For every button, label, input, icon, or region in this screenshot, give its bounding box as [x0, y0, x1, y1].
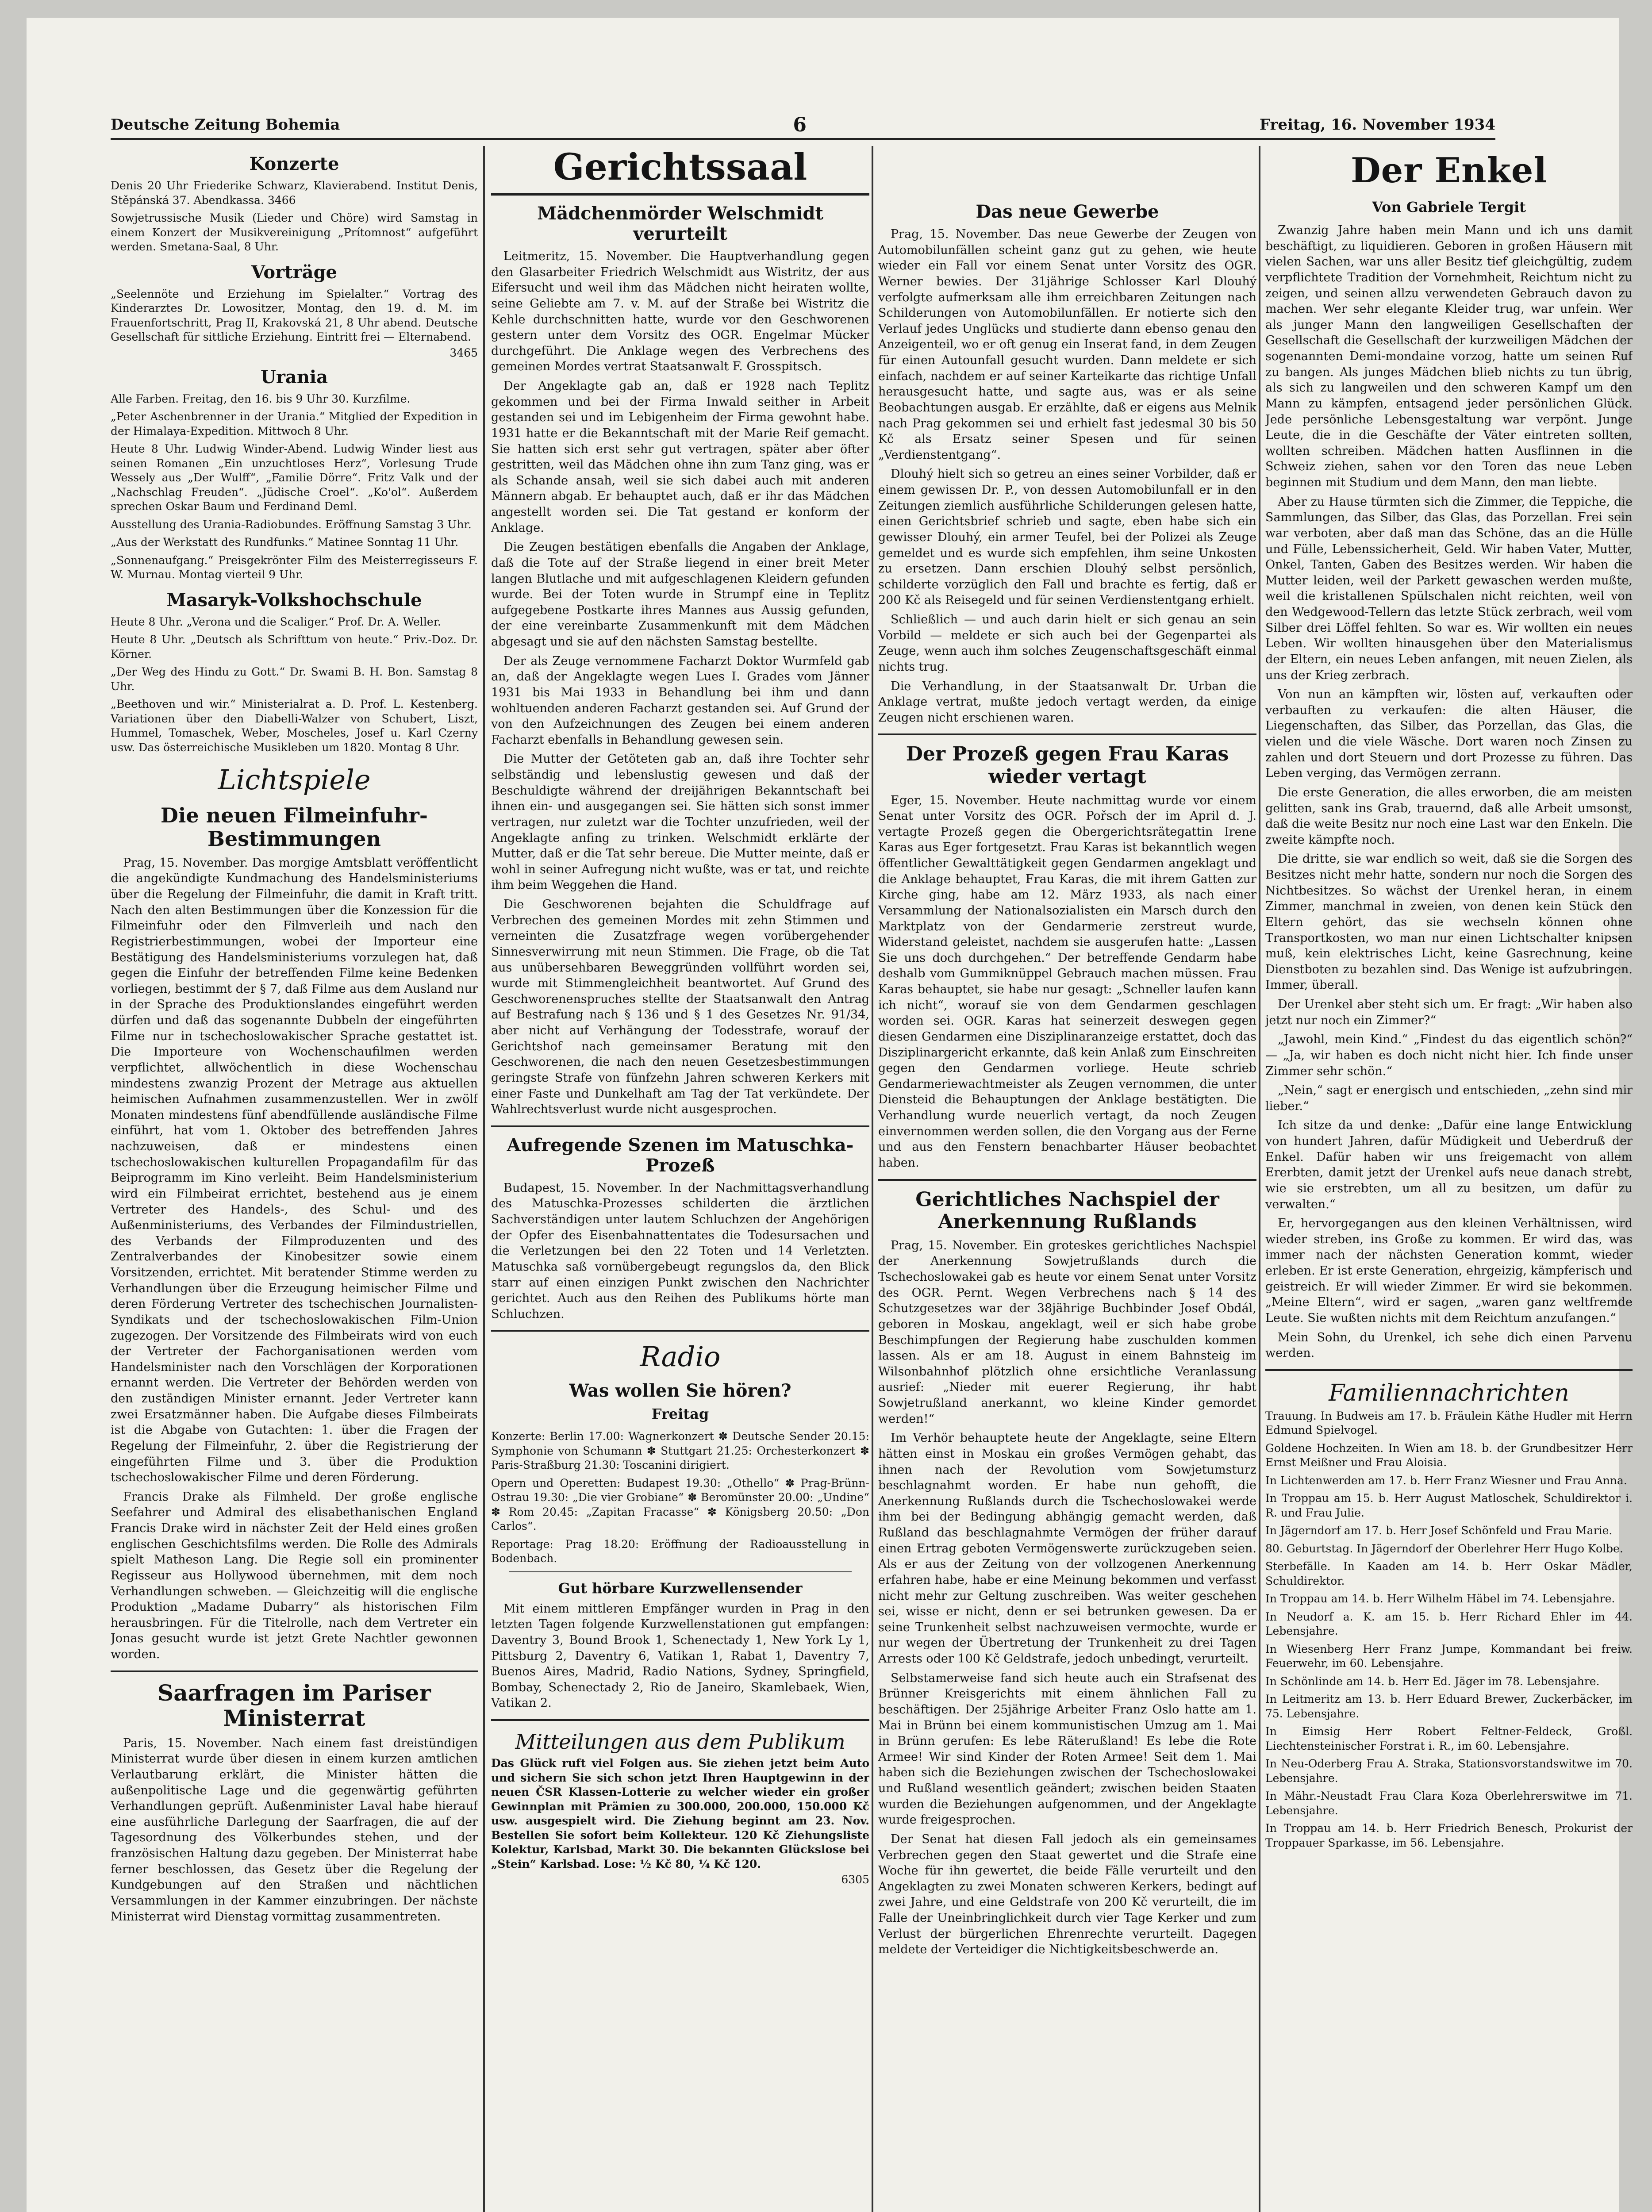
story-paragraph: Von nun an kämpften wir, lösten auf, verkauften oder verbauften zu verkaufen: die alten Häuser, die Liegenschaften, das Silber, das Porzellan, das Glas, die vielen und die viele Wäsche. Dort waren noch Zinsen zu zahlen und dort Steuern und dort Prozesse zu führen. Das Leben verging, das Vermögen zerrann.: [1265, 687, 1633, 780]
section-heading-mitteilungen: Mitteilungen aus dem Publikum: [515, 1730, 845, 1754]
article-paragraph: Dlouhý hielt sich so getreu an eines seiner Vorbilder, daß er einem gewissen Dr. P., von dessen Automobilunfall er in den Zeitungen ziemlich ausführliche Schilderungen gelesen hatte, einen Gerichtsbrief schrieb und sagte, eben habe sich ein gewisser Dlouhý, ein armer Teufel, bei der Polizei als Zeuge gemeldet und es wurde sich empfehlen, ihm seine Unkosten zu ersetzen. Dann erschien Dlouhý selbst persönlich, schilderte vorzüglich den Fall und brachte es fertig, daß er 200 Kč als Reisegeld und für seinen Verdienstentgang erhielt.: [878, 467, 1256, 607]
article-headline: Die neuen Filmeinfuhr-Bestimmungen: [161, 803, 428, 851]
section-heading-lichtspiele: Lichtspiele: [218, 764, 371, 796]
column-rule: [872, 146, 873, 2212]
divider: [491, 1330, 869, 1332]
family-entry: In Lichtenwerden am 17. b. Herr Franz Wiesner und Frau Anna.: [1265, 1474, 1627, 1487]
listing: Denis 20 Uhr Friederike Schwarz, Klavierabend. Institut Denis, Stěpánská 37. Abendkassa. 3466: [111, 179, 478, 207]
radio-entry: Reportage: Prag 18.20: Eröffnung der Radioausstellung in Bodenbach.: [491, 1537, 869, 1565]
article-paragraph: Die Verhandlung, in der Staatsanwalt Dr. Urban die Anklage vertrat, mußte jedoch vertagt werden, da einige Zeugen nicht erschienen waren.: [878, 679, 1256, 725]
family-entry: In Troppau am 14. b. Herr Wilhelm Häbel im 74. Lebensjahre.: [1265, 1592, 1615, 1605]
story-paragraph: Der Urenkel aber steht sich um. Er fragt: „Wir haben also jetzt nur noch ein Zimmer?“: [1265, 998, 1633, 1027]
listing: „Peter Aschenbrenner in der Urania.“ Mitglied der Expedition in der Himalaya-Expedition. Mittwoch 8 Uhr.: [111, 410, 478, 438]
family-entry: In Troppau am 15. b. Herr August Matloschek, Schuldirektor i. R. und Frau Julie.: [1265, 1492, 1633, 1519]
family-entry: In Neu-Oderberg Frau A. Straka, Stationsvorstandswitwe im 70. Lebensjahre.: [1265, 1757, 1633, 1785]
family-entry: In Eimsig Herr Robert Feltner-Feldeck, Großl. Liechtensteinischer Forstrat i. R., im 60. Lebensjahre.: [1265, 1725, 1633, 1752]
listing: Alle Farben. Freitag, den 16. bis 9 Uhr 30. Kurzfilme.: [111, 392, 411, 405]
story-paragraph: Zwanzig Jahre haben mein Mann und ich uns damit beschäftigt, zu liquidieren. Geboren in großen Häusern mit vielen Sachen, war uns aller Besitz tief gleichgültig, zudem verpflichtete Tradition der Vornehmheit, Reichtum nicht zu zeigen, und seinen allzu verwendeten Gebrauch davon zu machen. Wer sehr elegante Kleider trug, war unfein. Wer als junger Mann den langweiligen Gesellschaften der Gesellschaft die Gesellschaft der kurzweiligen Mädchen der sogenannten Demi-mondaine vorzog, hatte um seinen Ruf zu bangen. Als junges Mädchen blieb nichts zu tun übrig, als sich zu langweilen und den schweren Kampf um den Mann zu kämpfen, entsagend jeder persönlichen Glück. Jede persönliche Lebensgestaltung war verpönt. Junge Leute, die in die Geschäfte der Väter eintreten sollten, wollten schreiben. Mädchen hatten Ausflinnen in die Schweiz ziehen, sahen vor den Toren das neue Leben beginnen mit Studium und dem Mann, den man liebte.: [1265, 223, 1633, 489]
ad-number: 6305: [841, 1873, 869, 1886]
divider: [111, 1671, 478, 1672]
story-paragraph: Aber zu Hause türmten sich die Zimmer, die Teppiche, die Sammlungen, das Silber, das Glas, das Porzellan. Frei sein war verboten, aber daß man das Schöne, das an die Hülle und Fülle, Lebenssicherheit, Geld. Wir haben Vater, Mutter, Onkel, Tanten, Gaben des Besitzes werden. Wir haben die Mutter leiden, weil der Parkett gewaschen werden mußte, weil die kristallenen Spülschalen nicht reichten, weil von den Wedgewood-Tellern das letzte Stück zerbrach, weil vom Silber drei Löffel fehlten. So war es. Wir wollten ein neues Leben. Wir wollten hinausgehen über den Materialismus der Eltern, ein neues Leben anfangen, mit neuen Zielen, als uns der Krieg zerbrach.: [1265, 495, 1633, 682]
advertisement-text: Das Glück ruft viel Folgen aus. Sie ziehen jetzt beim Auto und sichern Sie sich schon jetzt Ihren Hauptgewinn in der neuen ČSR Klassen-Lotterie zu welcher wieder ein großer Gewinnplan mit Prämien zu 300.000, 200.000, 150.000 Kč usw. ausgespielt wird. Die Ziehung beginnt am 23. Nov. Bestellen Sie sofort beim Kollekteur. 120 Kč Ziehungsliste Kolektur, Karlsbad, Markt 30. Die bekannten Glückslose bei „Stein“ Karlsbad. Lose: ½ Kč 80, ¼ Kč 120.: [491, 1757, 869, 1870]
family-entry: In Troppau am 14. b. Herr Friedrich Benesch, Prokurist der Troppauer Sparkasse, im 56. Lebensjahre.: [1265, 1822, 1633, 1849]
story-paragraph: Die dritte, sie war endlich so weit, daß sie die Sorgen des Besitzes nicht mehr hatte, sondern nur noch die Sorgen des Nichtbesitzes. So wächst der Urenkel heran, in einem Zimmer, manchmal in zweien, von denen kein Stück den Eltern gehört, das sie wechseln können ohne Transportkosten, wo man nur einen Lichtschalter knipsen muß, kein elektrisches Licht, keine Gasrechnung, keine Dienstboten zu bezahlen sind. Das Wenige ist aufzubringen. Immer, überall.: [1265, 852, 1633, 992]
article-paragraph: Eger, 15. November. Heute nachmittag wurde vor einem Senat unter Vorsitz des OGR. Pořsch der im April d. J. vertagte Prozeß gegen die Obergerichtsrätegattin Irene Karas aus Eger fortgesetzt. Frau Karas ist bekanntlich wegen öffentlicher Gewalttätigkeit gegen Gendarmen angeklagt und die Anklage behauptet, Frau Karas, die mit ihrem Gatten zur Kirche ging, habe am 12. März 1933, als nach einer Versammlung der Nationalsozialisten ein Marsch durch den Marktplatz von der Gendarmerie zerstreut wurde, Widerstand geleistet, nachdem sie ausgerufen hatte: „Lassen Sie uns doch durchgehen.“ Der betreffende Gendarm habe deshalb vom Gummiknüppel Gebrauch machen müssen. Frau Karas behauptet, sie habe nur gesagt: „Schneller laufen kann ich nicht“, worauf sie von dem Gendarmen geschlagen worden sei. OGR. Karas hat seinerzeit deswegen gegen diesen Gendarmen eine Disziplinaranzeige erstattet, doch das Disziplinargericht erkannte, daß kein Anlaß zum Einschreiten gegen den Gendarmen vorliege. Heute schrieb Gendarmeriewachtmeister als Zeugen vernommen, die unter Diensteid die Behauptungen der Anklage bestätigten. Die Verhandlung wurde neuerlich vertagt, da noch Zeugen einvernommen werden sollen, die den Vorgang aus der Ferne und aus den Fenstern benachbarter Häuser beobachtet haben.: [878, 793, 1256, 1170]
divider: [1265, 1369, 1633, 1371]
divider: [491, 1719, 869, 1721]
listing: Heute 8 Uhr. Ludwig Winder-Abend. Ludwig Winder liest aus seinen Romanen „Ein unzuchtloses Herz“, Vorlesung Trude Wessely aus „Der Wulff“, „Familie Dörre“. Fritz Valk und der „Nachschlag Freuden“. „Jüdische Croel“. „Ko'ol“. Außerdem sprechen Oskar Baum und Ferdinand Deml.: [111, 442, 478, 513]
story-paragraph: Die erste Generation, die alles erworben, die am meisten gelitten, sank ins Grab, trauernd, daß alle Arbeit umsonst, daß die weite Besitz nur noch eine Last war den Enkeln. Die zweite kämpfte noch.: [1265, 785, 1633, 847]
family-entry: In Jägerndorf am 17. b. Herr Josef Schönfeld und Frau Marie.: [1265, 1524, 1613, 1537]
paper-title: Deutsche Zeitung Bohemia: [111, 116, 340, 134]
family-entry: 80. Geburtstag. In Jägerndorf der Oberlehrer Herr Hugo Kolbe.: [1265, 1542, 1623, 1555]
article-paragraph: Prag, 15. November. Ein groteskes gerichtliches Nachspiel der Anerkennung Sowjetrußlands durch die Tschechoslowakei gab es heute vor einem Senat unter Vorsitz des OGR. Pernt. Wegen Verbrechens nach § 14 des Schutzgesetzes war der 38jährige Buchbinder Josef Obdál, geboren in Moskau, angeklagt, weil er sich habe grobe Beschimpfungen der Regierung habe zuschulden kommen lassen. Als er am 18. August in einem Bahnsteig im Wilsonbahnhof plötzlich ohne ersichtliche Veranlassung ausrief: „Nieder mit euerer Regierung, ihr habt Sowjetrußland anerkannt, wo kleine Kinder gemordet werden!“: [878, 1238, 1256, 1426]
column-3: [878, 146, 1256, 2212]
section-heading-urania: Urania: [260, 366, 328, 388]
spacer: [878, 146, 1256, 194]
listing: Heute 8 Uhr. „Deutsch als Schrifttum von heute.“ Priv.-Doz. Dr. Körner.: [111, 633, 478, 661]
column-rule: [483, 146, 485, 2212]
story-paragraph: Ich sitze da und denke: „Dafür eine lange Entwicklung von hundert Jahren, dafür Müdigkeit und Ueberdruß der Enkel. Dafür haben wir uns freigemacht von allem Ererbten, damit jetzt der Urenkel aufs neue danach strebt, wie sie erstrebten, um all zu besitzen, um dafür zu verwalten.“: [1265, 1118, 1633, 1211]
article-paragraph: Selbstamerweise fand sich heute auch ein Strafsenat des Brünner Kreisgerichts mit einem ähnlichen Fall zu beschäftigen. Der 25jährige Arbeiter Franz Oslo hatte am 1. Mai in Brünn bei einem kommunistischen Umzug am 1. Mai in Brünn gerufen: Es lebe Räterußland! Es lebe die Rote Armee! Wir sind Kinder der Roten Armee! Seit dem 1. Mai haben sich die Beziehungen zwischen der Tschechoslowakei und Rußland wesentlich geändert; zwischen beiden Staaten wurden die Beziehungen aufgenommen, und der Angeklagte wurde freigesprochen.: [878, 1671, 1256, 1827]
column-2: [491, 146, 869, 2212]
page-number: 6: [793, 113, 807, 136]
article-paragraph: Paris, 15. November. Nach einem fast dreistündigen Ministerrat wurde über diesen in einem kurzen amtlichen Verlautbarung erklärt, die Minister hätten die außenpolitische Lage und die gegenwärtig geführten Verhandlungen geprüft. Außenminister Laval habe hierauf eine ausführliche Darlegung der Saarfragen, die auf der Tagesordnung des Völkerbundes stehen, und der französischen Haltung dazu gegeben. Der Ministerrat habe ferner beschlossen, das Gesetz über die Regelung der Kundgebungen auf den Straßen und nächtlichen Versammlungen in der Kammer einzubringen. Der nächste Ministerrat wird Dienstag vormittag zusammentreten.: [111, 1736, 478, 1924]
section-heading-radio: Radio: [640, 1340, 721, 1373]
story-author: Von Gabriele Tergit: [1372, 199, 1526, 215]
article-headline: Der Prozeß gegen Frau Karas wieder vertagt: [906, 743, 1229, 788]
listing: „Der Weg des Hindu zu Gott.“ Dr. Swami B. H. Bon. Samstag 8 Uhr.: [111, 665, 478, 693]
family-entry: In Wiesenberg Herr Franz Jumpe, Kommandant bei freiw. Feuerwehr, im 60. Lebensjahre.: [1265, 1642, 1633, 1670]
listing: Ausstellung des Urania-Radiobundes. Eröffnung Samstag 3 Uhr.: [111, 518, 472, 531]
story-paragraph: Er, hervorgegangen aus den kleinen Verhältnissen, wird wieder streben, ins Große zu kommen. Er wird das, was immer nach der nächsten Generation kommt, wieder erleben. Er ist erste Generation, ehrgeizig, kämpferisch und geistreich. Er will wieder Zimmer. Er wird sie bekommen. „Meine Eltern“, wird er sagen, „waren ganz weltfremde Leute. Sie wußten nichts mit dem Reichtum anzufangen.“: [1265, 1217, 1633, 1325]
listing: „Aus der Werkstatt des Rundfunks.“ Matinee Sonntag 11 Uhr.: [111, 536, 459, 549]
article-paragraph: Die Geschworenen bejahten die Schuldfrage auf Verbrechen des gemeinen Mordes mit zehn Stimmen und verneinten die Zusatzfrage wegen vorübergehender Sinnesverwirrung mit neun Stimmen. Die Frage, ob die Tat aus unübersehbaren Beweggründen vollführt worden sei, wurde mit Stimmengleichheit beantwortet. Auf Grund des Geschworenenspruches stellte der Staatsanwalt den Antrag auf Bestrafung nach § 136 und § 1 des Gesetzes Nr. 91/34, aber nicht auf Verhängung der Todesstrafe, worauf der Gerichtshof nach gemeinsamer Beratung mit den Geschworenen, die nach den neuen Gesetzesbestimmungen geringste Strafe von fünfzehn Jahren schweren Kerkers mit einer Faste und Dunkelhaft am Tag der Tat verkündete. Der Wahlrechtsverlust wurde nicht ausgesprochen.: [491, 898, 869, 1117]
article-headline: Aufregende Szenen im Matuschka-Prozeß: [507, 1134, 854, 1176]
radio-entry: Konzerte: Berlin 17.00: Wagnerkonzert ✽ Deutsche Sender 20.15: Symphonie von Schumann ✽ Stuttgart 21.25: Orchesterkonzert ✽ Paris-Straßburg 21.30: Toscanini dirigiert.: [491, 1430, 869, 1472]
article-paragraph: Mit einem mittleren Empfänger wurden in Prag in den letzten Tagen folgende Kurzwellenstationen gut empfangen: Daventry 3, Bound Brook 1, Schenectady 1, New York Ly 1, Pittsburg 2, Daventry 6, Vatikan 1, Rabat 1, Daventry 7, Buenos Aires, Madrid, Radio Nations, Sydney, Springfield, Bombay, Schenectady 2, Rio de Janeiro, Skamlebaek, Wien, Vatikan 2.: [491, 1601, 869, 1710]
shortwave-heading: Gut hörbare Kurzwellensender: [558, 1579, 803, 1597]
article-paragraph: Francis Drake als Filmheld. Der große englische Seefahrer und Admiral des elisabethanischen England Francis Drake wird in nächster Zeit der Held eines großen englischen Geschichtsfilms werden. Die Rolle des Admirals spielt Matheson Lang. Die Regie soll ein prominenter Regisseur aus Hollywood übernehmen, mit dem noch Verhandlungen schweben. — Gleichzeitig will die englische Produktion „Madame Dubarry“ als historischen Film herausbringen. Für die Titelrolle, nach dem Vertreter ein Jonas gesucht wurde ist jetzt Grete Nachtler gewonnen worden.: [111, 1490, 478, 1662]
divider: [878, 1179, 1256, 1181]
ad-number: 3465: [449, 346, 478, 359]
story-paragraph: Mein Sohn, du Urenkel, ich sehe dich einen Parvenu werden.: [1265, 1330, 1633, 1360]
article-paragraph: Budapest, 15. November. In der Nachmittagsverhandlung des Matuschka-Prozesses schilderten die ärztlichen Sachverständigen unter lautem Schluchzen der Angehörigen der Opfer des Eisenbahnattentates die Todesursachen und die Verletzungen bei den 22 Toten und 14 Verletzten. Matuschka saß vornübergebeugt regungslos da, den Blick starr auf einen einzigen Punkt zwischen den Nachrichter gerichtet. Auch aus den Reihen des Publikums hörte man Schluchzen.: [491, 1181, 869, 1321]
story-title: Der Enkel: [1351, 150, 1547, 191]
running-head: [111, 111, 1495, 140]
article-paragraph: Der Senat hat diesen Fall jedoch als ein gemeinsames Verbrechen gegen den Staat gewertet und die Strafe eine Woche für ihn gewertet, die beide Fälle verurteilt und den Angeklagten zu zwei Monaten schweren Kerkers, bedingt auf zwei Jahre, und eine Geldstrafe von 200 Kč verurteilt, die im Falle der Uneinbringlichkeit durch vier Tage Kerker und zum Verlust der bürgerlichen Ehrenrechte verurteilt. Dagegen meldete der Verteidiger die Nichtigkeitsbeschwerde an.: [878, 1832, 1256, 1957]
article-paragraph: Prag, 15. November. Das morgige Amtsblatt veröffentlicht die angekündigte Kundmachung des Handelsministeriums über die Regelung der Filmeinfuhr, die damit in Kraft tritt. Nach den alten Bestimmungen über die Konzession für die Filmeinfuhr oder den Filmverleih und nach den Registrierbestimmungen, wobei der Importeur eine Bestätigung des Handelsministeriums vorzulegen hat, daß gegen die Einfuhr der betreffenden Filme keine Bedenken vorliegen, bestimmt der § 7, daß Filme aus dem Ausland nur in der Sprache des Produktionslandes eingeführt werden dürfen und daß das sogenannte Dubbeln der eingeführten Filme nur in tschechoslowakischer Sprache gestattet ist. Die Importeure von Wochenschaufilmen werden verpflichtet, allwöchentlich in diese Wochenschau mindestens zwanzig Prozent der Metrage aus aktuellen heimischen Aufnahmen zusammenzustellen. Wer in zwölf Monaten mindestens fünf abendfüllende ausländische Filme einführt, hat vom 1. Oktober des betreffenden Jahres nachzuweisen, daß er mindestens einen tschechoslowakischen kulturellen Propagandafilm für das Beiprogramm im Kino verleiht. Beim Handelsministerium wird ein Filmbeirat errichtet, bestehend aus je einem Vertreter des Handels-, des Schul- und des Außenministeriums, des Verbandes der Filmindustriellen, des Verbands der Filmproduzenten und des Zentralverbandes der Kinobesitzer sowie einem Vorsitzenden, errichtet. Mit beratender Stimme werden zu Verhandlungen über die Erzeugung heimischer Filme und deren Förderung Vertreter des tschechischen Journalisten-Syndikats und der tschechoslowakischen Film-Union zugezogen. Der Vorsitzende des Filmbeirats wird von euch der Vertreter der Fachorganisationen werden vom Handelsminister nach den Vorschlägen der Korporationen ernannt werden. Die Vertreter der Behörden werden von den zuständigen Minister ernannt. Jeder Vertreter kann zwei Ersatzmänner haben. Die Aufgabe dieses Filmbeirats ist die Abgabe von Gutachten: 1. über die Fragen der Regelung der Filmeinfuhr, 2. über die Registrierung der eingeführten Filme und 3. über die Produktion tschechoslowakischer Filme und deren Förderung.: [111, 856, 478, 1485]
divider: [878, 733, 1256, 735]
radio-subheading: Was wollen Sie hören?: [569, 1380, 791, 1402]
article-paragraph: Schließlich — und auch darin hielt er sich genau an sein Vorbild — meldete er sich auch bei der Gegenpartei als Zeuge, wenn auch ihm solches Zeugenschaftsgeschäft einmal nichts trug.: [878, 613, 1256, 674]
article-paragraph: Im Verhör behauptete heute der Angeklagte, seine Eltern hätten einst in Moskau ein großes Vermögen gehabt, das ihnen nach der Revolution vom Sowjetumsturz beschlagnahmt worden. Er habe nun gehofft, die Anerkennung Rußlands durch die Tschechoslowakei werde ihm bei der Bedingung abhängig gemacht werden, daß Rußland das beschlagnahmte Vermögen der früher darauf einen Ertrag geboten Vermögenswerte zurückzugeben seien. Als er aus der Zeitung von der vollzogenen Anerkennung erfahren habe, habe er eine Meinung bekommen und verfasst nicht mehr zur Geltung zuschreiben. Was weiter geschehen sei, wisse er nicht, denn er sei betrunken gewesen. Da er seine Trunkenheit selbst nachzuweisen vermochte, wurde er nur wegen der Übertretung der Trunkenheit zu drei Tagen Arrests oder 100 Kč Geldstrafe, jedoch unbedingt, verurteilt.: [878, 1431, 1256, 1666]
divider: [491, 1125, 869, 1127]
column-rule: [1259, 146, 1260, 2212]
article-paragraph: Die Zeugen bestätigen ebenfalls die Angaben der Anklage, daß die Tote auf der Straße liegend in einer breit Meter langen Blutlache und mit aufgeschlagenen Kleidern gefunden wurde. Bei der Toten wurde in Strumpf eine in Teplitz aufgegebene Postkarte ihres Mannes aus Aussig gefunden, der eine vereinbarte Zusammenkunft mit dem Mädchen abgesagt und sie auf den nächsten Samstag bestellte.: [491, 540, 869, 649]
section-heading-gerichtssaal: Gerichtssaal: [491, 146, 869, 196]
divider: [509, 1571, 852, 1572]
column-4: [1265, 146, 1633, 2212]
article-headline: Saarfragen im Pariser Ministerrat: [158, 1679, 431, 1732]
radio-day: Freitag: [651, 1406, 709, 1423]
listing: Sowjetrussische Musik (Lieder und Chöre) wird Samstag in einem Konzert der Musikvereinigung „Prítomnost“ aufgeführt werden. Smetana-Saal, 8 Uhr.: [111, 211, 478, 253]
article-paragraph: Prag, 15. November. Das neue Gewerbe der Zeugen von Automobilunfällen scheint ganz gut zu gehen, wie heute wieder ein Fall vor einem Senat unter Vorsitz des OGR. Werner bewies. Der 31jährige Schlosser Karl Dlouhý verfolgte aufmerksam alle ihm erreichbaren Zeitungen nach Schilderungen von Automobilunfällen. Er notierte sich den Verlauf jedes Unglücks und studierte dann ebenso genau den Anzeigenteil, wo er oft genug ein Inserat fand, in dem Zeugen für einen Autounfall gesucht wurden. Dann meldete er sich einfach, nachdem er auf seiner Karteikarte das richtige Unfall herausgesucht hatte, und sagte aus, was er als seine Beobachtungen ausgab. Er erzählte, daß er eigens aus Melnik nach Prag gekommen sei und erhielt fast jedesmal 30 bis 50 Kč als Ersatz seiner Spesen und für seinen „Verdienstentgang“.: [878, 227, 1256, 462]
story-paragraph: „Nein,“ sagt er energisch und entschieden, „zehn sind mir lieber.“: [1265, 1083, 1633, 1113]
family-entry: In Neudorf a. K. am 15. b. Herr Richard Ehler im 44. Lebensjahre.: [1265, 1610, 1633, 1638]
section-heading-vortraege: Vorträge: [251, 261, 337, 283]
article-paragraph: Der Angeklagte gab an, daß er 1928 nach Teplitz gekommen und bei der Firma Inwald seither in Arbeit gestanden sei und im Lebigenheim der Firma gewohnt habe. 1931 hatte er die Bekanntschaft mit der Marie Reif gemacht. Sie hatten sich erst sehr gut vertragen, später aber öfter gestritten, weil das Mädchen ohne ihn zum Tanz ging, was er als Schande ansah, weil sie sich dabei auch mit anderen Männern abgab. Er behauptet auch, daß er ihr das Mädchen angestellt worden sei. Die Tat gestand er konform der Anklage.: [491, 379, 869, 535]
family-entry: Trauung. In Budweis am 17. b. Fräulein Käthe Hudler mit Herrn Edmund Spielvogel.: [1265, 1409, 1633, 1437]
newspaper-page: [27, 18, 1633, 2212]
listing: Heute 8 Uhr. „Verona und die Scaliger.“ Prof. Dr. A. Weller.: [111, 615, 441, 628]
section-heading-family: Familiennachrichten: [1329, 1379, 1569, 1406]
family-entry: Goldene Hochzeiten. In Wien am 18. b. der Grundbesitzer Herr Ernst Meißner und Frau Aloisia.: [1265, 1441, 1633, 1469]
family-entry: In Leitmeritz am 13. b. Herr Eduard Brewer, Zuckerbäcker, im 75. Lebensjahre.: [1265, 1693, 1633, 1720]
radio-entry: Opern und Operetten: Budapest 19.30: „Othello“ ✽ Prag-Brünn-Ostrau 19.30: „Die vier Grobiane“ ✽ Beromünster 20.00: „Undine“ ✽ Rom 20.45: „Zapitan Fracasse“ ✽ Königsberg 20.50: „Don Carlos“.: [491, 1476, 869, 1533]
article-headline: Das neue Gewerbe: [976, 201, 1159, 222]
listing: „Seelennöte und Erziehung im Spielalter.“ Vortrag des Kinderarztes Dr. Lowositzer, Montag, den 19. d. M. im Frauenfortschritt, Prag II, Krakovská 21, 8 Uhr abend. Deutsche Gesellschaft für sittliche Erziehung. Eintritt frei — Elternabend.: [111, 287, 478, 343]
article-headline: Gerichtliches Nachspiel der Anerkennung Rußlands: [915, 1188, 1219, 1233]
issue-date: Freitag, 16. November 1934: [1259, 116, 1495, 134]
family-entry: Sterbefälle. In Kaaden am 14. b. Herr Oskar Mädler, Schuldirektor.: [1265, 1560, 1633, 1587]
family-entry: In Schönlinde am 14. b. Herr Ed. Jäger im 78. Lebensjahre.: [1265, 1674, 1600, 1688]
article-paragraph: Leitmeritz, 15. November. Die Hauptverhandlung gegen den Glasarbeiter Friedrich Welschmidt aus Wistritz, der aus Eifersucht und weil ihm das Mädchen nicht heiraten wollte, seine Geliebte am 7. v. M. auf der Straße bei Wistritz die Kehle durchschnitten hatte, wurde vor den Geschworenen gestern unter dem Vorsitz des OGR. Engelmar Mücker durchgeführt. Die Anklage wegen des Verbrechens des gemeinen Mordes vertrat Staatsanwalt F. Grosspitsch.: [491, 250, 869, 374]
family-entry: In Mähr.-Neustadt Frau Clara Koza Oberlehrerswitwe im 71. Lebensjahre.: [1265, 1790, 1633, 1817]
column-1: [111, 146, 478, 2212]
listing: „Sonnenaufgang.“ Preisgekrönter Film des Meisterregisseurs F. W. Murnau. Montag vierteil 9 Uhr.: [111, 553, 478, 581]
article-paragraph: Der als Zeuge vernommene Facharzt Doktor Wurmfeld gab an, daß der Angeklagte wegen Lues I. Grades vom Jänner 1931 bis Mai 1933 in Behandlung bei ihm und dann wohltuenden anderen Facharzt gestanden sei. Auf Grund der von den Aufzeichnungen des Zeugen bei einem anderen Facharzt ebenfalls in Behandlung gewesen sein.: [491, 654, 869, 747]
article-headline: Mädchenmörder Welschmidt verurteilt: [537, 203, 823, 244]
story-paragraph: „Jawohl, mein Kind.“ „Findest du das eigentlich schön?“ — „Ja, wir haben es doch nicht nicht hier. Ich finde unser Zimmer sehr schön.“: [1265, 1033, 1633, 1078]
section-heading-masaryk: Masaryk-Volkshochschule: [166, 589, 422, 611]
section-heading-konzerte: Konzerte: [249, 154, 339, 174]
listing: „Beethoven und wir.“ Ministerialrat a. D. Prof. L. Kestenberg. Variationen über den Diabelli-Walzer von Schubert, Liszt, Hummel, Tomaschek, Weber, Moscheles, Josef u. Karl Czerny usw. Das österreichische Musikleben um 1820. Montag 8 Uhr.: [111, 698, 478, 754]
article-paragraph: Die Mutter der Getöteten gab an, daß ihre Tochter sehr selbständig und lebenslustig gewesen und daß der Beschuldigte während der dreijährigen Bekanntschaft bei ihnen ein- und ausgegangen sei. Sie hätten sich sonst immer vertragen, nur zuletzt war die Tochter unzufrieden, weil der Angeklagte anfing zu trinken. Welschmidt erklärte der Mutter, daß er die Tat sehr bereue. Die Mutter meinte, daß er wohl in seiner Aufregung nicht wußte, was er tat, und reichte ihm beim Weggehen die Hand.: [491, 752, 869, 892]
